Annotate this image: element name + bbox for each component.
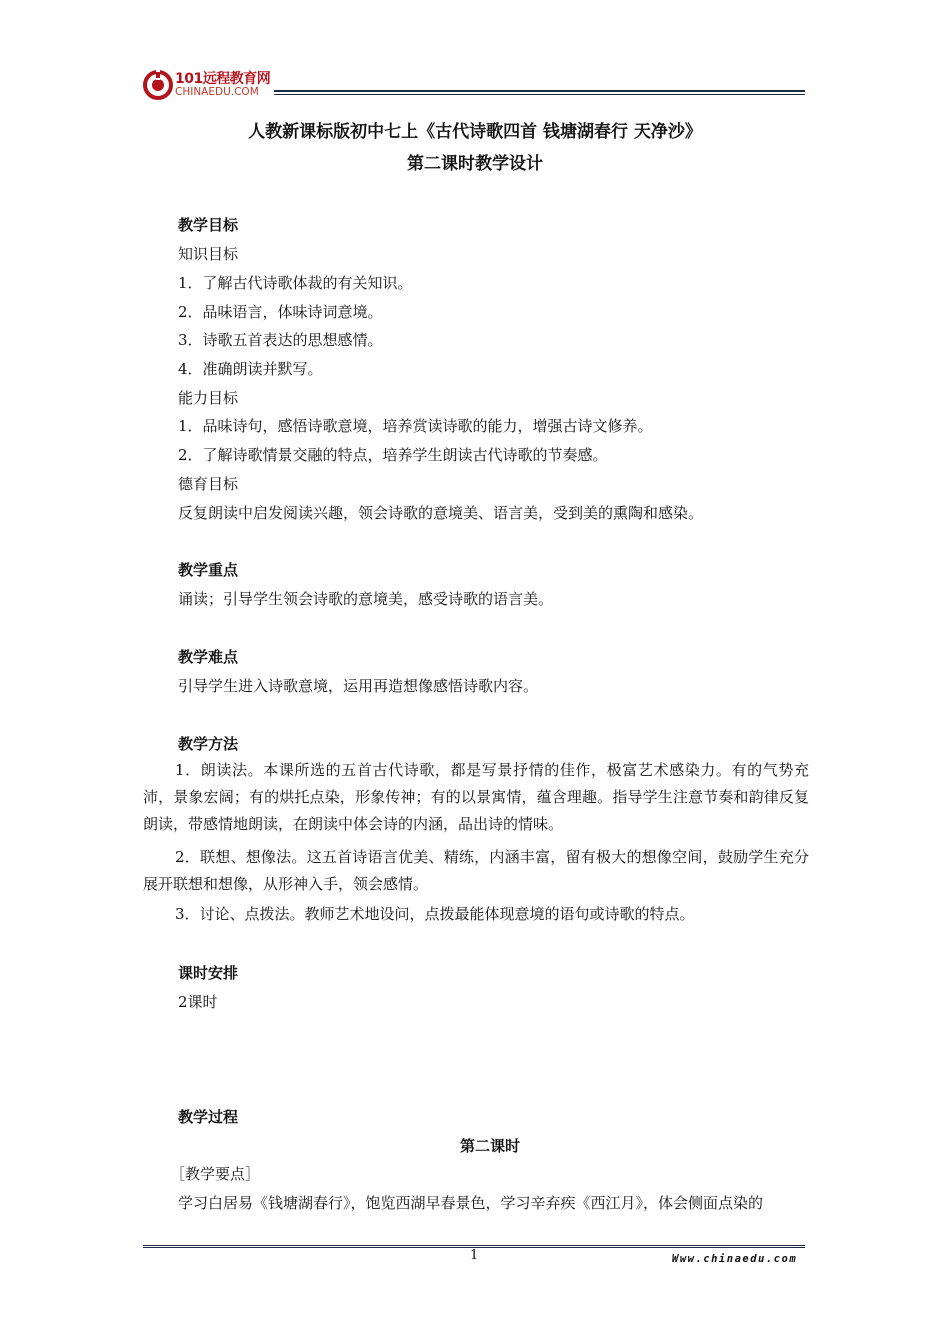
- method-paragraph: 3．讨论、点拨法。教师艺术地设问，点拨最能体现意境的语句或诗歌的特点。: [175, 905, 695, 923]
- footer-url: Www.chinaedu.com: [672, 1253, 798, 1265]
- header-rule: [274, 90, 805, 92]
- schedule-heading: 课时安排: [178, 964, 239, 982]
- process-text: 学习白居易《钱塘湖春行》，饱览西湖早春景色，学习辛弃疾《西江月》，体会侧面点染的: [178, 1194, 764, 1212]
- ability-item: 2．了解诗歌情景交融的特点，培养学生朗读古代诗歌的节奏感。: [178, 446, 608, 464]
- goals-heading: 教学目标: [178, 216, 239, 234]
- moral-goals-text: 反复朗读中启发阅读兴趣，领会诗歌的意境美、语言美，受到美的熏陶和感染。: [178, 504, 704, 522]
- process-heading: 教学过程: [178, 1108, 239, 1126]
- ability-goals-heading: 能力目标: [178, 389, 239, 407]
- difficulty-heading: 教学难点: [178, 648, 239, 666]
- moral-goals-heading: 德育目标: [178, 475, 239, 493]
- document-subtitle: 第二课时教学设计: [407, 154, 543, 174]
- schedule-text: 2课时: [178, 993, 218, 1011]
- page-number: 1: [470, 1248, 479, 1263]
- page-header: [143, 66, 805, 106]
- knowledge-item: 3．诗歌五首表达的思想感情。: [178, 331, 383, 349]
- knowledge-item: 1．了解古代诗歌体裁的有关知识。: [178, 274, 413, 292]
- method-paragraph: 2．联想、想像法。这五首诗语言优美、精练，内涵丰富，留有极大的想像空间，鼓励学生充分展开联想和想像，从形神入手，领会感情。: [143, 848, 809, 893]
- document-title: 人教新课标版初中七上《古代诗歌四首 钱塘湖春行 天净沙》: [248, 122, 702, 142]
- focus-heading: 教学重点: [178, 561, 239, 579]
- knowledge-goals-heading: 知识目标: [178, 245, 239, 263]
- teaching-points-label: ［教学要点］: [170, 1165, 261, 1183]
- footer-rule: [143, 1245, 805, 1246]
- knowledge-item: 2．品味语言，体味诗词意境。: [178, 303, 383, 321]
- logo-brand-text: 101远程教育网: [175, 71, 271, 87]
- methods-heading: 教学方法: [178, 735, 239, 753]
- chinaedu-logo-icon: [143, 70, 173, 100]
- logo-domain-text: CHINAEDU.COM: [175, 86, 259, 98]
- ability-item: 1．品味诗句，感悟诗歌意境，培养赏读诗歌的能力，增强古诗文修养。: [178, 417, 653, 435]
- focus-text: 诵读；引导学生领会诗歌的意境美，感受诗歌的语言美。: [178, 590, 554, 608]
- process-subheading: 第二课时: [459, 1137, 520, 1155]
- difficulty-text: 引导学生进入诗歌意境，运用再造想像感悟诗歌内容。: [178, 677, 539, 695]
- method-paragraph: 1．朗读法。本课所选的五首古代诗歌，都是写景抒情的佳作，极富艺术感染力。有的气势充沛，景象宏阔；有的烘托点染，形象传神；有的以景寓情，蕴含理趣。指导学生注意节奏和韵律反复朗读，带感情地朗读，在朗读中体会诗的内涵，品出诗的情味。: [143, 761, 809, 833]
- header-rule-thin: [274, 94, 805, 95]
- knowledge-item: 4．准确朗读并默写。: [178, 360, 323, 378]
